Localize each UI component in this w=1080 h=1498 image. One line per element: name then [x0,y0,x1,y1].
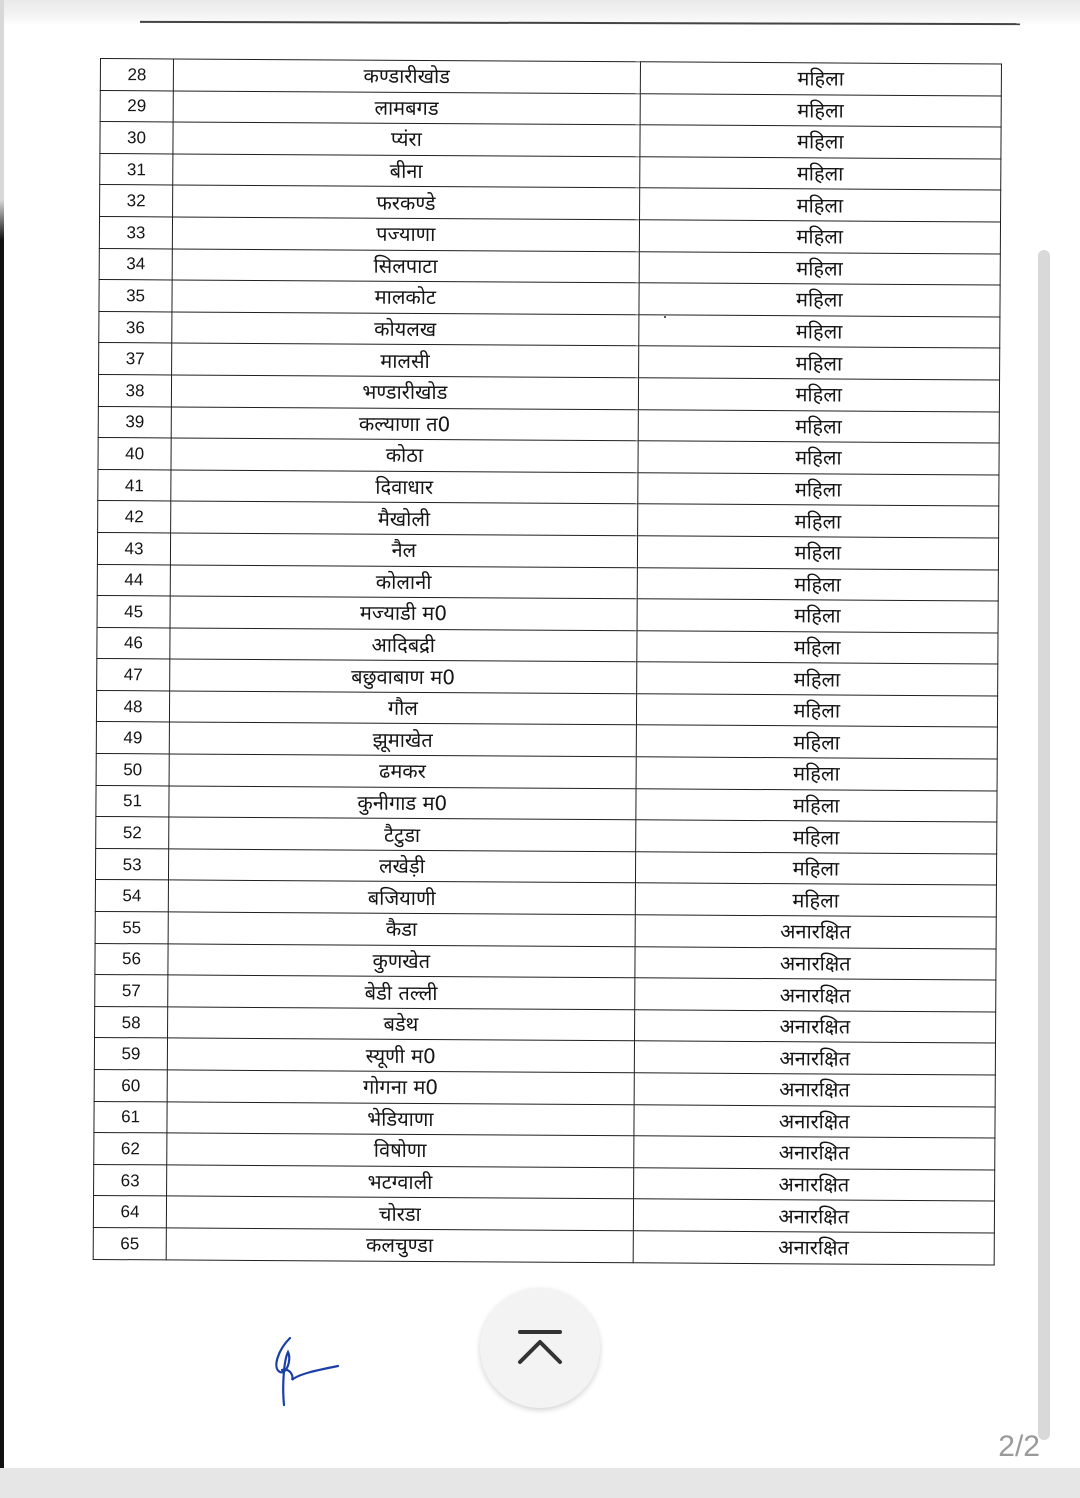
reservation-category: महिला [639,251,1001,285]
reservation-category: अनारक्षित [633,1168,995,1202]
page-left-edge [0,0,4,1470]
place-name: टैटुडा [169,817,636,851]
reservation-category: महिला [637,567,999,601]
place-name: कल्याणा त0 [171,406,638,440]
reservation-category: महिला [635,883,997,917]
place-name: झूमाखेत [169,722,636,756]
place-name: मालकोट [172,280,639,314]
row-number: 51 [96,785,169,817]
row-number: 64 [93,1196,166,1228]
place-name: कोठा [171,438,638,472]
row-number: 44 [97,564,170,596]
place-name: प्यंरा [173,122,640,156]
place-name: बछुवाबाण म0 [170,659,637,693]
row-number: 56 [95,943,168,975]
place-name: लामबगड [173,91,640,125]
reservation-category: महिला [638,378,1000,412]
reservation-table [93,58,1002,1265]
place-name: सिलपाटा [172,249,639,283]
place-name: बडेथ [168,1007,635,1041]
reservation-category: अनारक्षित [634,978,996,1012]
place-name: चोरडा [166,1196,633,1230]
place-name: मज्याडी म0 [170,596,637,630]
chevron-up-icon [514,1328,566,1368]
row-number: 47 [97,659,170,691]
reservation-category: महिला [636,694,998,728]
reservation-category: महिला [639,283,1001,317]
place-name: स्यूणी म0 [167,1038,634,1072]
row-number: 45 [97,596,170,628]
reservation-category: अनारक्षित [634,1010,996,1044]
row-number: 37 [99,343,172,375]
place-name: बेडी तल्ली [168,975,635,1009]
place-name: भण्डारीखोड [171,375,638,409]
row-number: 61 [94,1101,167,1133]
reservation-category: महिला [639,220,1001,254]
reservation-category: अनारक्षित [634,946,996,980]
reservation-category: महिला [637,599,999,633]
row-number: 31 [100,153,173,185]
reservation-category: अनारक्षित [633,1136,995,1170]
row-number: 43 [97,532,170,564]
place-name: भटग्वाली [167,1165,634,1199]
row-number: 57 [95,975,168,1007]
place-name: फरकण्डे [173,185,640,219]
table-body [93,59,1001,1265]
reservation-category: अनारक्षित [634,1041,996,1075]
row-number: 50 [96,754,169,786]
row-number: 53 [95,848,168,880]
row-number: 33 [99,216,172,248]
place-name: गोगना म0 [167,1070,634,1104]
place-name: कण्डारीखोड [173,59,640,93]
reservation-category: महिला [635,820,997,854]
reservation-category: अनारक्षित [633,1199,995,1233]
place-name: कोलानी [170,564,637,598]
vertical-scrollbar[interactable] [1038,250,1050,1440]
reservation-category: अनारक्षित [633,1231,995,1265]
place-name: भेडियाणा [167,1102,634,1136]
reservation-category: महिला [639,157,1001,191]
reservation-category: महिला [640,125,1002,159]
reservation-category: महिला [636,662,998,696]
row-number: 58 [95,1006,168,1038]
place-name: ढमकर [169,754,636,788]
place-name: कलचुण्डा [166,1228,633,1262]
row-number: 54 [95,880,168,912]
row-number: 65 [93,1227,166,1259]
reservation-category: महिला [635,852,997,886]
reservation-category: महिला [638,315,1000,349]
reservation-category: महिला [636,725,998,759]
row-number: 48 [96,690,169,722]
place-name: विषोणा [167,1133,634,1167]
row-number: 29 [100,90,173,122]
place-name: लखेड़ी [169,849,636,883]
place-name: गौल [170,691,637,725]
row-number: 30 [100,122,173,154]
reservation-category: अनारक्षित [635,915,997,949]
reservation-category: महिला [637,536,999,570]
signature [268,1330,348,1410]
reservation-category: महिला [636,630,998,664]
viewer-bottom-band [0,1468,1080,1498]
row-number: 52 [96,817,169,849]
place-name: बजियाणी [168,880,635,914]
row-number: 41 [98,469,171,501]
row-number: 35 [99,280,172,312]
reservation-category: अनारक्षित [634,1104,996,1138]
row-number: 38 [98,374,171,406]
reservation-category: महिला [638,346,1000,380]
table-row [93,1227,994,1264]
place-name: बीना [173,154,640,188]
reservation-category: महिला [638,441,1000,475]
row-number: 63 [94,1164,167,1196]
place-name: दिवाधार [171,470,638,504]
scan-speck [664,316,666,318]
scroll-to-top-button[interactable] [480,1288,600,1408]
reservation-category: महिला [638,409,1000,443]
row-number: 40 [98,438,171,470]
reservation-category: महिला [640,62,1002,96]
row-number: 60 [94,1069,167,1101]
row-number: 62 [94,1133,167,1165]
reservation-category: अनारक्षित [634,1073,996,1107]
reservation-category: महिला [636,757,998,791]
place-name: पज्याणा [172,217,639,251]
reservation-category: महिला [637,473,999,507]
row-number: 36 [99,311,172,343]
reservation-category: महिला [637,504,999,538]
place-name: मालसी [172,343,639,377]
reservation-category: महिला [635,788,997,822]
row-number: 42 [98,501,171,533]
place-name: मैखोली [171,501,638,535]
page-indicator: 2/2 [998,1430,1040,1463]
row-number: 46 [97,627,170,659]
place-name: कोयलख [172,312,639,346]
place-name: कैडा [168,912,635,946]
place-name: आदिबद्री [170,628,637,662]
row-number: 55 [95,912,168,944]
place-name: कुनीगाड म0 [169,786,636,820]
row-number: 32 [100,185,173,217]
row-number: 28 [100,59,173,91]
reservation-category: महिला [640,93,1002,127]
row-number: 34 [99,248,172,280]
place-name: कुणखेत [168,944,635,978]
reservation-category: महिला [639,188,1001,222]
row-number: 59 [94,1038,167,1070]
row-number: 49 [96,722,169,754]
place-name: नैल [170,533,637,567]
row-number: 39 [98,406,171,438]
